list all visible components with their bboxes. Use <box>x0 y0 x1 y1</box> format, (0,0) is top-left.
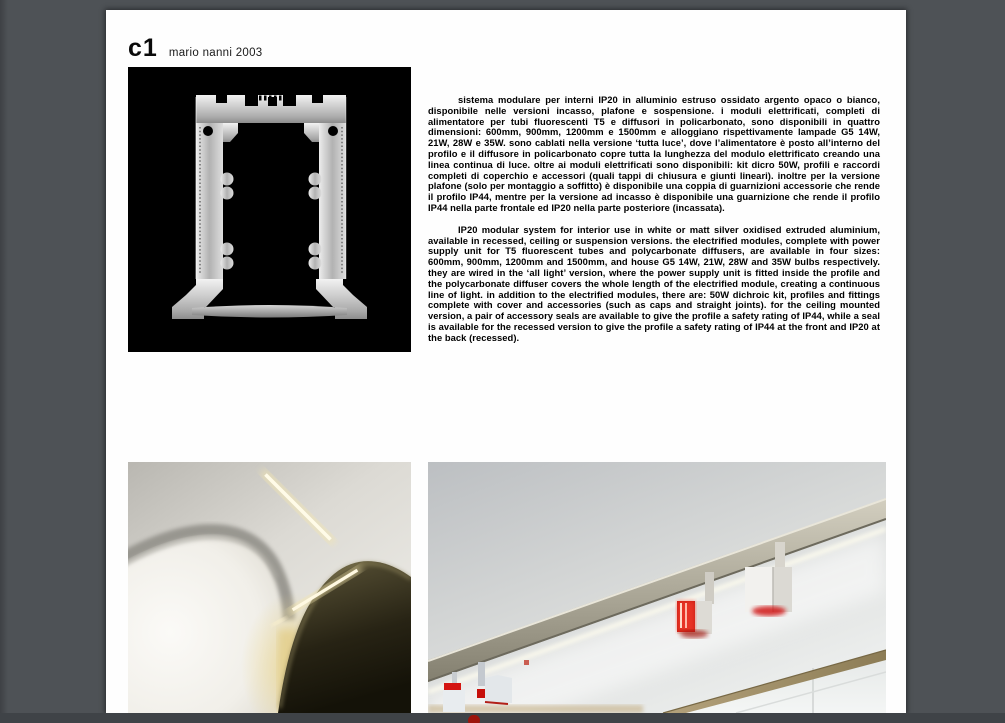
profile-cross-section-drawing <box>128 67 411 352</box>
description-english: IP20 modular system for interior use in white or matt silver oxidised extruded aluminium, available in recessed, ceiling or suspension versions. the electrified modules, complete with power supply unit for T5 fluorescent tubes and polycarbonate diffusers, are available in four sizes: 600mm, 900mm, 1200mm and 1500mm, and house G5 14W, 21W, 28W and 35W bulbs respectively. they are wired in the ‘all light’ version, where the power supply unit is fitted inside the profile and the polycarbonate diffuser covers the whole length of the electrified module, creating a continuous line of light. in addition to the electrified modules, there are: 50W dichroic kit, profiles and fittings complete with cover and accessories (such as caps and straight joints). for the ceiling mounted version, a pair of accessory seals are available to give the profile a safety rating of IP44, while a seal is available for the recessed version to give the profile a safety rating of IP44 at the front and IP20 at the back (recessed). <box>428 223 880 343</box>
page-header <box>128 36 262 61</box>
catalog-page <box>106 10 906 713</box>
page-gap <box>0 713 1005 723</box>
figure-interior-curved-wall <box>128 462 411 713</box>
description-italian: sistema modulare per interni IP20 in alluminio estruso ossidato argento opaco o bianco, disponibile nelle versioni incasso, plafone e sospensione. i moduli elettrificati, completi di alimentatore per tubi fluorescenti T5 e diffusori in policarbonato, sono disponibili in quattro dimensioni: 600mm, 900mm, 1200mm e 1500mm e alloggiano rispettivamente lampade G5 14W, 21W, 28W e 35W. sono cablati nella versione ‘tutta luce’, dove l’alimentatore è posto all’interno del profilo e il diffusore in policarbonato copre tutta la lunghezza del modulo elettrificato creando una linea continua di luce. oltre ai moduli elettrificati sono disponibili: kit dicro 50W, profili e raccordi completi di coperchio e accessori (quali tappi di chiusura e giunti lineari). inoltre per la versione plafone (solo per montaggio a soffitto) è disponibile una coppia di guarnizioni accessorie che rende il profilo IP44, mentre per la versione ad incasso è disponibile una guarnizione che rende il profilo IP44 nella parte frontale ed IP20 nella parte posteriore (incassata). <box>428 94 880 213</box>
viewer-left-edge <box>0 0 8 723</box>
designer-year: mario nanni 2003 <box>168 47 263 59</box>
description-text <box>428 95 880 355</box>
ceiling-track-photo <box>428 462 886 713</box>
next-page-red-mark <box>468 715 480 723</box>
product-code: c1 <box>128 34 158 62</box>
interior-curved-wall-photo <box>128 462 411 713</box>
figure-profile-cross-section <box>128 67 411 352</box>
figure-track-cube-spotlights <box>428 462 886 713</box>
